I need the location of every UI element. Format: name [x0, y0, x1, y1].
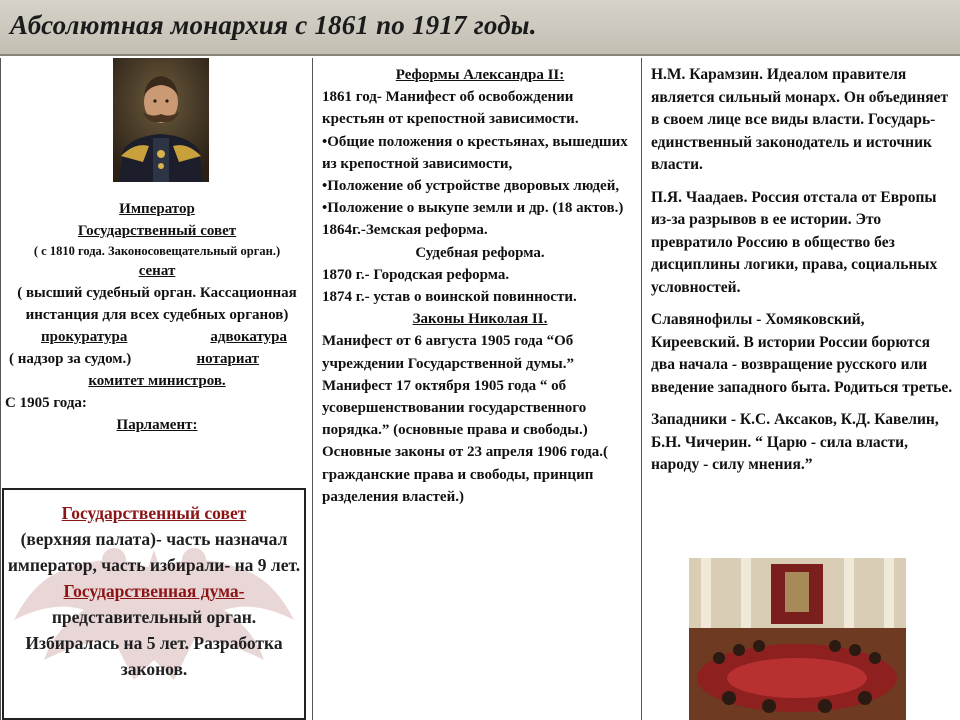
emperor-label: Император — [119, 201, 195, 217]
court-supervision-note: ( надзор за судом.) — [9, 351, 132, 367]
column-government-structure — [0, 58, 312, 720]
slide-title: Абсолютная монархия с 1861 по 1917 годы. — [10, 10, 537, 40]
reforms-title: Реформы Александра II: — [395, 67, 565, 83]
state-council-painting — [689, 558, 906, 720]
reform-1864: 1864г.-Земская реформа. — [322, 222, 488, 239]
slavophiles-paragraph: Славянофилы - Хомяковский, Киреевский. В истории России борются два начала - возвращение русского или введение западного быта. Родиться третье. — [651, 311, 953, 396]
reform-bullet-3: •Положение о выкупе земли и др. (18 актов.) — [322, 200, 624, 217]
notary-label: нотариат — [196, 351, 259, 367]
prosecutor-label: прокуратура — [41, 329, 128, 345]
reform-1870: 1870 г.- Городская реформа. — [322, 266, 510, 283]
reform-1861: 1861 год- Манифест об освобождении крестьян от крепостной зависимости. — [322, 89, 579, 128]
column-thinkers — [641, 58, 960, 720]
parliament-duma-text: представительный орган. Избиралась на 5 лет. Разработка законов. — [25, 607, 283, 679]
reform-bullet-1: •Общие положения о крестьянах, вышедших из крепостной зависимости, — [322, 133, 628, 172]
chaadaev-paragraph: П.Я. Чаадаев. Россия отстала от Европы из-за разрывов в ее истории. Это превратило Россию в общество без дисциплины логики, права, социальных условностей. — [651, 188, 938, 296]
nicholas-laws-text: Манифест от 6 августа 1905 года “Об учреждении Государственной думы.” Манифест 17 октября 1905 года “ об усовершенствовании государственного порядка.” (основные права и свободы.) Основные законы от 23 апреля 1906 года.( гражданские права и свободы, принцип разделения властей.) — [322, 333, 609, 505]
reform-bullet-2: •Положение об устройстве дворовых людей, — [322, 178, 620, 195]
parliament-label: Парламент: — [116, 417, 198, 433]
state-council-label: Государственный совет — [77, 223, 237, 239]
parliament-duma-title: Государственная дума- — [63, 581, 245, 601]
senate-note: ( высший судебный орган. Кассационная инстанция для всех судебных органов) — [17, 285, 297, 323]
karamzin-paragraph: Н.М. Карамзин. Идеалом правителя является сильный монарх. Он объединяет в своем лице все виды власти. Государь- единственный законодатель и источник власти. — [651, 66, 949, 173]
reform-1874: 1874 г.- устав о воинской повинности. — [322, 289, 577, 306]
parliament-council-title: Государственный совет — [61, 503, 247, 523]
state-council-note: ( с 1810 года. Законосовещательный орган.) — [33, 244, 281, 258]
committee-label: комитет министров. — [88, 373, 226, 389]
bar-label: адвокатура — [210, 329, 287, 345]
parliament-box — [2, 488, 306, 720]
judicial-reform: Судебная реформа. — [415, 244, 545, 261]
since-1905-label: С 1905 года: — [5, 395, 87, 411]
column-reforms — [312, 58, 641, 720]
parliament-council-text: (верхняя палата)- часть назначал император, часть избирали- на 9 лет. — [7, 529, 301, 575]
nicholas-laws-title: Законы Николая II. — [412, 311, 548, 328]
emperor-portrait — [113, 58, 209, 182]
senate-label: сенат — [138, 263, 176, 279]
westerners-paragraph: Западники - К.С. Аксаков, К.Д. Кавелин, Б.Н. Чичерин. “ Царю - сила власти, народу - силу мнения.” — [651, 411, 939, 473]
title-bar — [0, 0, 960, 56]
